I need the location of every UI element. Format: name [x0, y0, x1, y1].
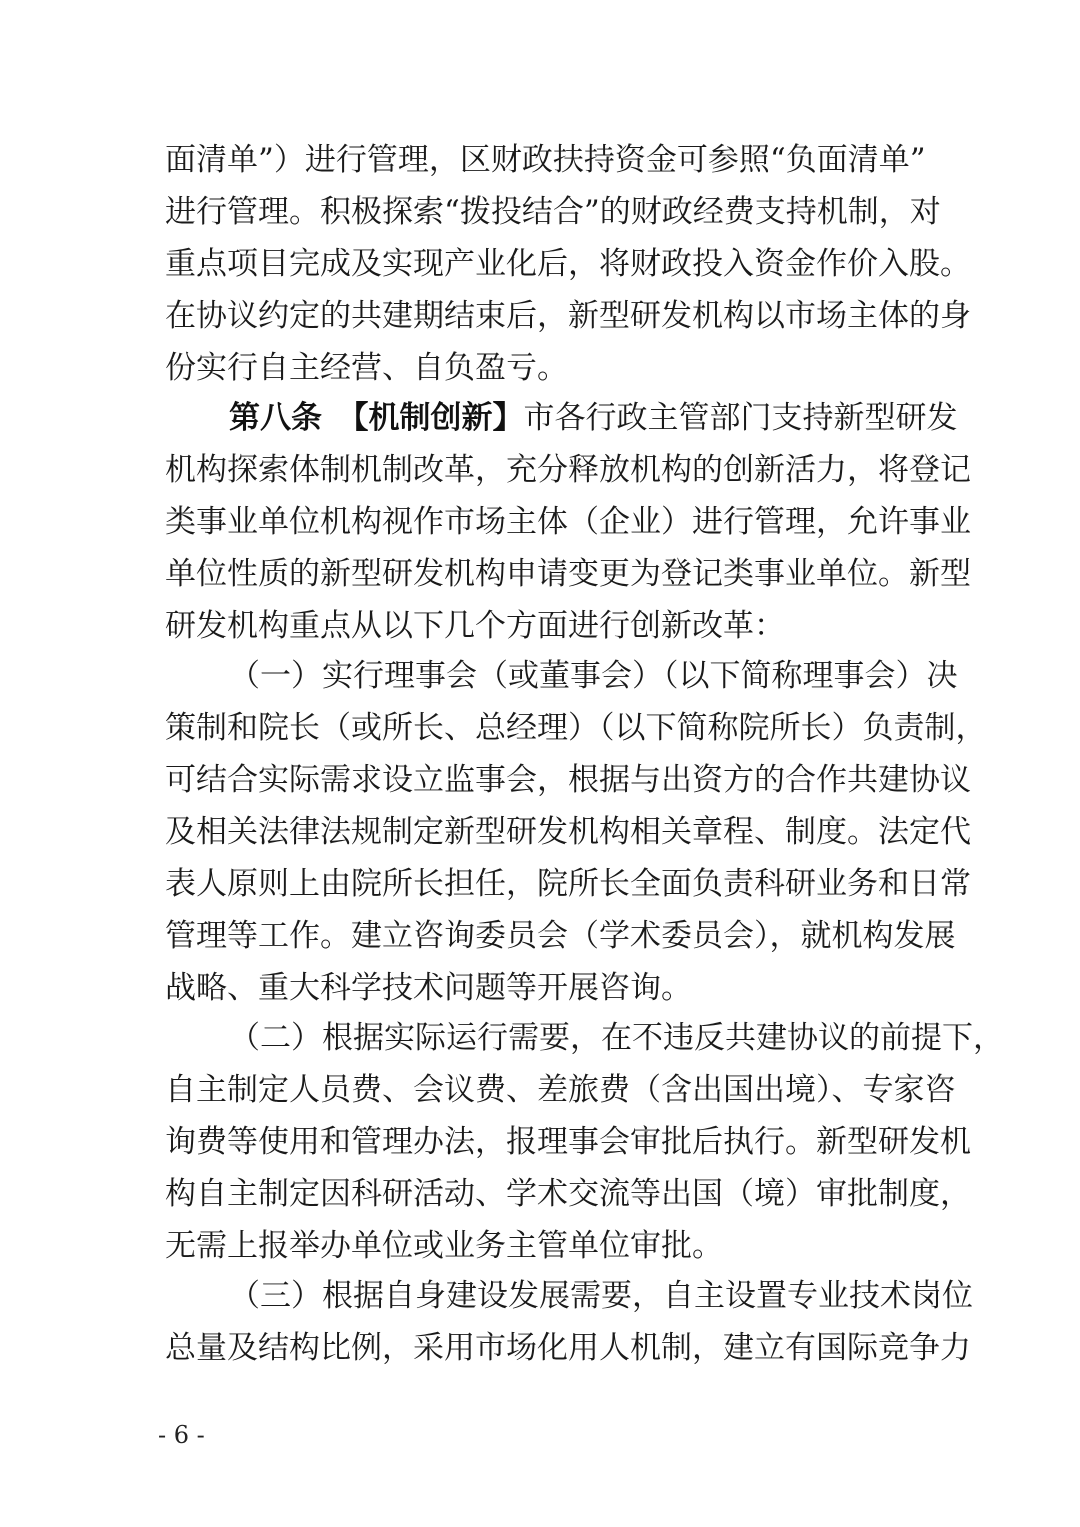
- text-line: 总量及结构比例，采用市场化用人机制，建立有国际竞争力: [165, 1330, 971, 1366]
- text-line: 类事业单位机构视作市场主体（企业）进行管理，允许事业: [165, 504, 971, 540]
- text-line: 及相关法律法规制定新型研发机构相关章程、制度。法定代: [165, 814, 971, 850]
- text-line: 战略、重大科学技术问题等开展咨询。: [165, 970, 692, 1006]
- text-line: （一）实行理事会（或董事会）（以下简称理事会）决: [229, 658, 958, 694]
- article-8-first-line: [229, 392, 958, 444]
- text-line: 无需上报举办单位或业务主管单位审批。: [165, 1228, 723, 1264]
- article-8-heading: 第八条 【机制创新】: [229, 400, 524, 436]
- page-number: - 6 -: [158, 1421, 205, 1449]
- text-line: 自主制定人员费、会议费、差旅费（含出国出境）、专家咨: [165, 1072, 956, 1108]
- text-line: 构自主制定因科研活动、学术交流等出国（境）审批制度，: [165, 1176, 971, 1212]
- text-line: 询费等使用和管理办法，报理事会审批后执行。新型研发机: [165, 1124, 971, 1160]
- text-line: 策制和院长（或所长、总经理）（以下简称院所长）负责制，: [165, 710, 987, 746]
- text-line: 可结合实际需求设立监事会，根据与出资方的合作共建协议: [165, 762, 971, 798]
- text-line: 重点项目完成及实现产业化后，将财政投入资金作价入股。: [165, 246, 971, 282]
- text-line: 进行管理。积极探索“拨投结合”的财政经费支持机制，对: [165, 194, 941, 230]
- text-line: 份实行自主经营、自负盈亏。: [165, 350, 568, 386]
- text-line: 单位性质的新型研发机构申请变更为登记类事业单位。新型: [165, 556, 971, 592]
- text-line: （二）根据实际运行需要，在不违反共建协议的前提下，: [229, 1020, 1004, 1056]
- text-line: 表人原则上由院所长担任，院所长全面负责科研业务和日常: [165, 866, 971, 902]
- text-line: 研发机构重点从以下几个方面进行创新改革：: [165, 608, 785, 644]
- text-line: 面清单”）进行管理，区财政扶持资金可参照“负面清单”: [165, 142, 926, 178]
- text-line: （三）根据自身建设发展需要，自主设置专业技术岗位: [229, 1278, 973, 1314]
- text-line: 管理等工作。建立咨询委员会（学术委员会），就机构发展: [165, 918, 956, 954]
- text-line: 机构探索体制机制改革，充分释放机构的创新活力，将登记: [165, 452, 971, 488]
- text-line: 在协议约定的共建期结束后，新型研发机构以市场主体的身: [165, 298, 971, 334]
- article-8-text: 市各行政主管部门支持新型研发: [523, 400, 958, 436]
